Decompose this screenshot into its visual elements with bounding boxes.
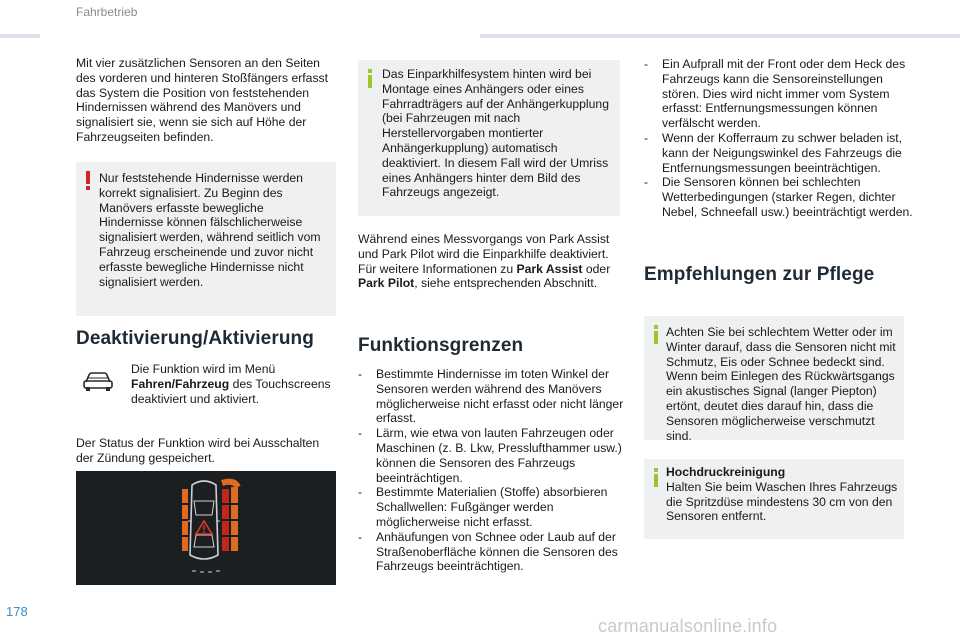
list-item: - Lärm, wie etwa von lauten Fahrzeugen oder Maschinen (z. B. Lkw, Presslufthammer usw.) können die Sensoren des Fahrzeugs beeinträchtigen. — [358, 426, 624, 485]
info-box-weather — [644, 316, 904, 443]
menu-path: Fahren/Fahrzeug — [131, 376, 230, 391]
page-number: 178 — [6, 604, 28, 619]
sensor-zones-left — [182, 489, 188, 551]
warning-box — [76, 162, 336, 316]
info-text-pressure-washer: Halten Sie beim Waschen Ihres Fahrzeugs die Spritzdüse mindestens 30 cm von den Sensoren entfernt. — [666, 479, 898, 524]
info-text-trailer: Das Einparkhilfesystem hinten wird bei Montage eines Anhängers oder eines Fahrradträgers auf der Anhängerkupplung (bei Fahrzeugen mit nach Herstellervorgaben montierter Anhängerkupplung) automatisch deaktiviert. In diesem Fall wird der Umriss eines Anhängers hinter dem Bild des Fahrzeugs angezeigt. — [382, 67, 609, 200]
car-icon — [82, 370, 114, 392]
watermark: carmanualsonline.info — [598, 616, 778, 636]
heading-deactivation: Deaktivierung/Aktivierung — [76, 328, 314, 349]
list-item: - Anhäufungen von Schnee oder Laub auf der Straßenoberfläche können die Sensoren des Fahrzeugs beeinträchtigen. — [358, 530, 624, 574]
info-box-pressure-washer — [644, 459, 904, 539]
intro-paragraph: Mit vier zusätzlichen Sensoren an den Seiten des vorderen und hinteren Stoßfängers erfasst das System die Position von feststehenden Hindernissen während des Manövers und signalisiert sie, wenn sie sich auf Höhe der Fahrzeugseiten befinden. — [76, 56, 329, 144]
menu-instruction: Die Funktion wird im Menü Fahren/Fahrzeug des Touchscreens deaktiviert und aktiviert. — [131, 362, 331, 406]
info-icon — [654, 325, 658, 343]
list-item: - Bestimmte Materialien (Stoffe) absorbieren Schallwellen: Fußgänger werden möglicherweise nicht erfasst. — [358, 485, 624, 529]
info-title-pressure-washer: Hochdruckreinigung — [666, 465, 786, 479]
info-box-trailer — [358, 60, 620, 216]
list-item: - Bestimmte Hindernisse im toten Winkel der Sensoren werden während des Manövers möglicherweise nicht erfasst oder nicht länger erfasst. — [358, 367, 624, 426]
list-item: - Ein Aufprall mit der Front oder dem Heck des Fahrzeugs kann die Sensoreinstellungen stören. Dies wird nicht immer vom System erfasst: Entfernungsmessungen können verfälscht werden. — [644, 57, 914, 131]
header-rule-left — [0, 34, 40, 38]
heading-care: Empfehlungen zur Pflege — [644, 264, 875, 285]
park-assist-paragraph: Während eines Messvorgangs von Park Assist und Park Pilot wird die Einparkhilfe deaktiviert. Für weitere Informationen zu Park Assist oder Park Pilot, siehe entsprechenden Abschnitt. — [358, 232, 611, 291]
heading-limits: Funktionsgrenzen — [358, 335, 524, 356]
park-pilot-term: Park Pilot — [358, 276, 415, 291]
limits-list-2 — [644, 57, 914, 220]
section-label: Fahrbetrieb — [76, 5, 138, 19]
warning-icon — [86, 171, 90, 189]
list-item: - Die Sensoren können bei schlechten Wetterbedingungen (starker Regen, dichter Nebel, Schneefall usw.) beeinträchtigt werden. — [644, 175, 914, 219]
warning-text: Nur feststehende Hindernisse werden korrekt signalisiert. Zu Beginn des Manövers erfasste bewegliche Hindernisse können fälschlicherweise signalisiert werden, während seitlich vom Fahrzeug erscheinende und zuvor nicht erfasste bewegliche Hindernisse nicht signalisiert werden. — [99, 171, 321, 289]
info-text-weather: Achten Sie bei schlechtem Wetter oder im Winter darauf, dass die Sensoren nicht mit Schmutz, Eis oder Schnee bedeckt sind. Wenn beim Einlegen des Rückwärtsgangs ein akustisches Signal (langer Piepton) ertönt, deutet dies darauf hin, dass die Sensoren möglicherweise verschmutzt sind. — [666, 325, 896, 443]
sensor-zones-right — [222, 487, 238, 551]
status-paragraph: Der Status der Funktion wird bei Ausschalten der Zündung gespeichert. — [76, 436, 320, 465]
header-rule — [480, 34, 960, 38]
info-icon — [654, 468, 658, 486]
park-assist-term: Park Assist — [516, 261, 583, 276]
limits-list-1 — [358, 367, 624, 574]
parking-sensor-display — [76, 471, 336, 585]
warning-triangle-icon — [196, 521, 212, 534]
info-icon — [368, 69, 372, 87]
list-item: - Wenn der Kofferraum zu schwer beladen ist, kann der Neigungswinkel des Fahrzeugs die Entfernungsmessungen beeinträchtigen. — [644, 131, 914, 175]
